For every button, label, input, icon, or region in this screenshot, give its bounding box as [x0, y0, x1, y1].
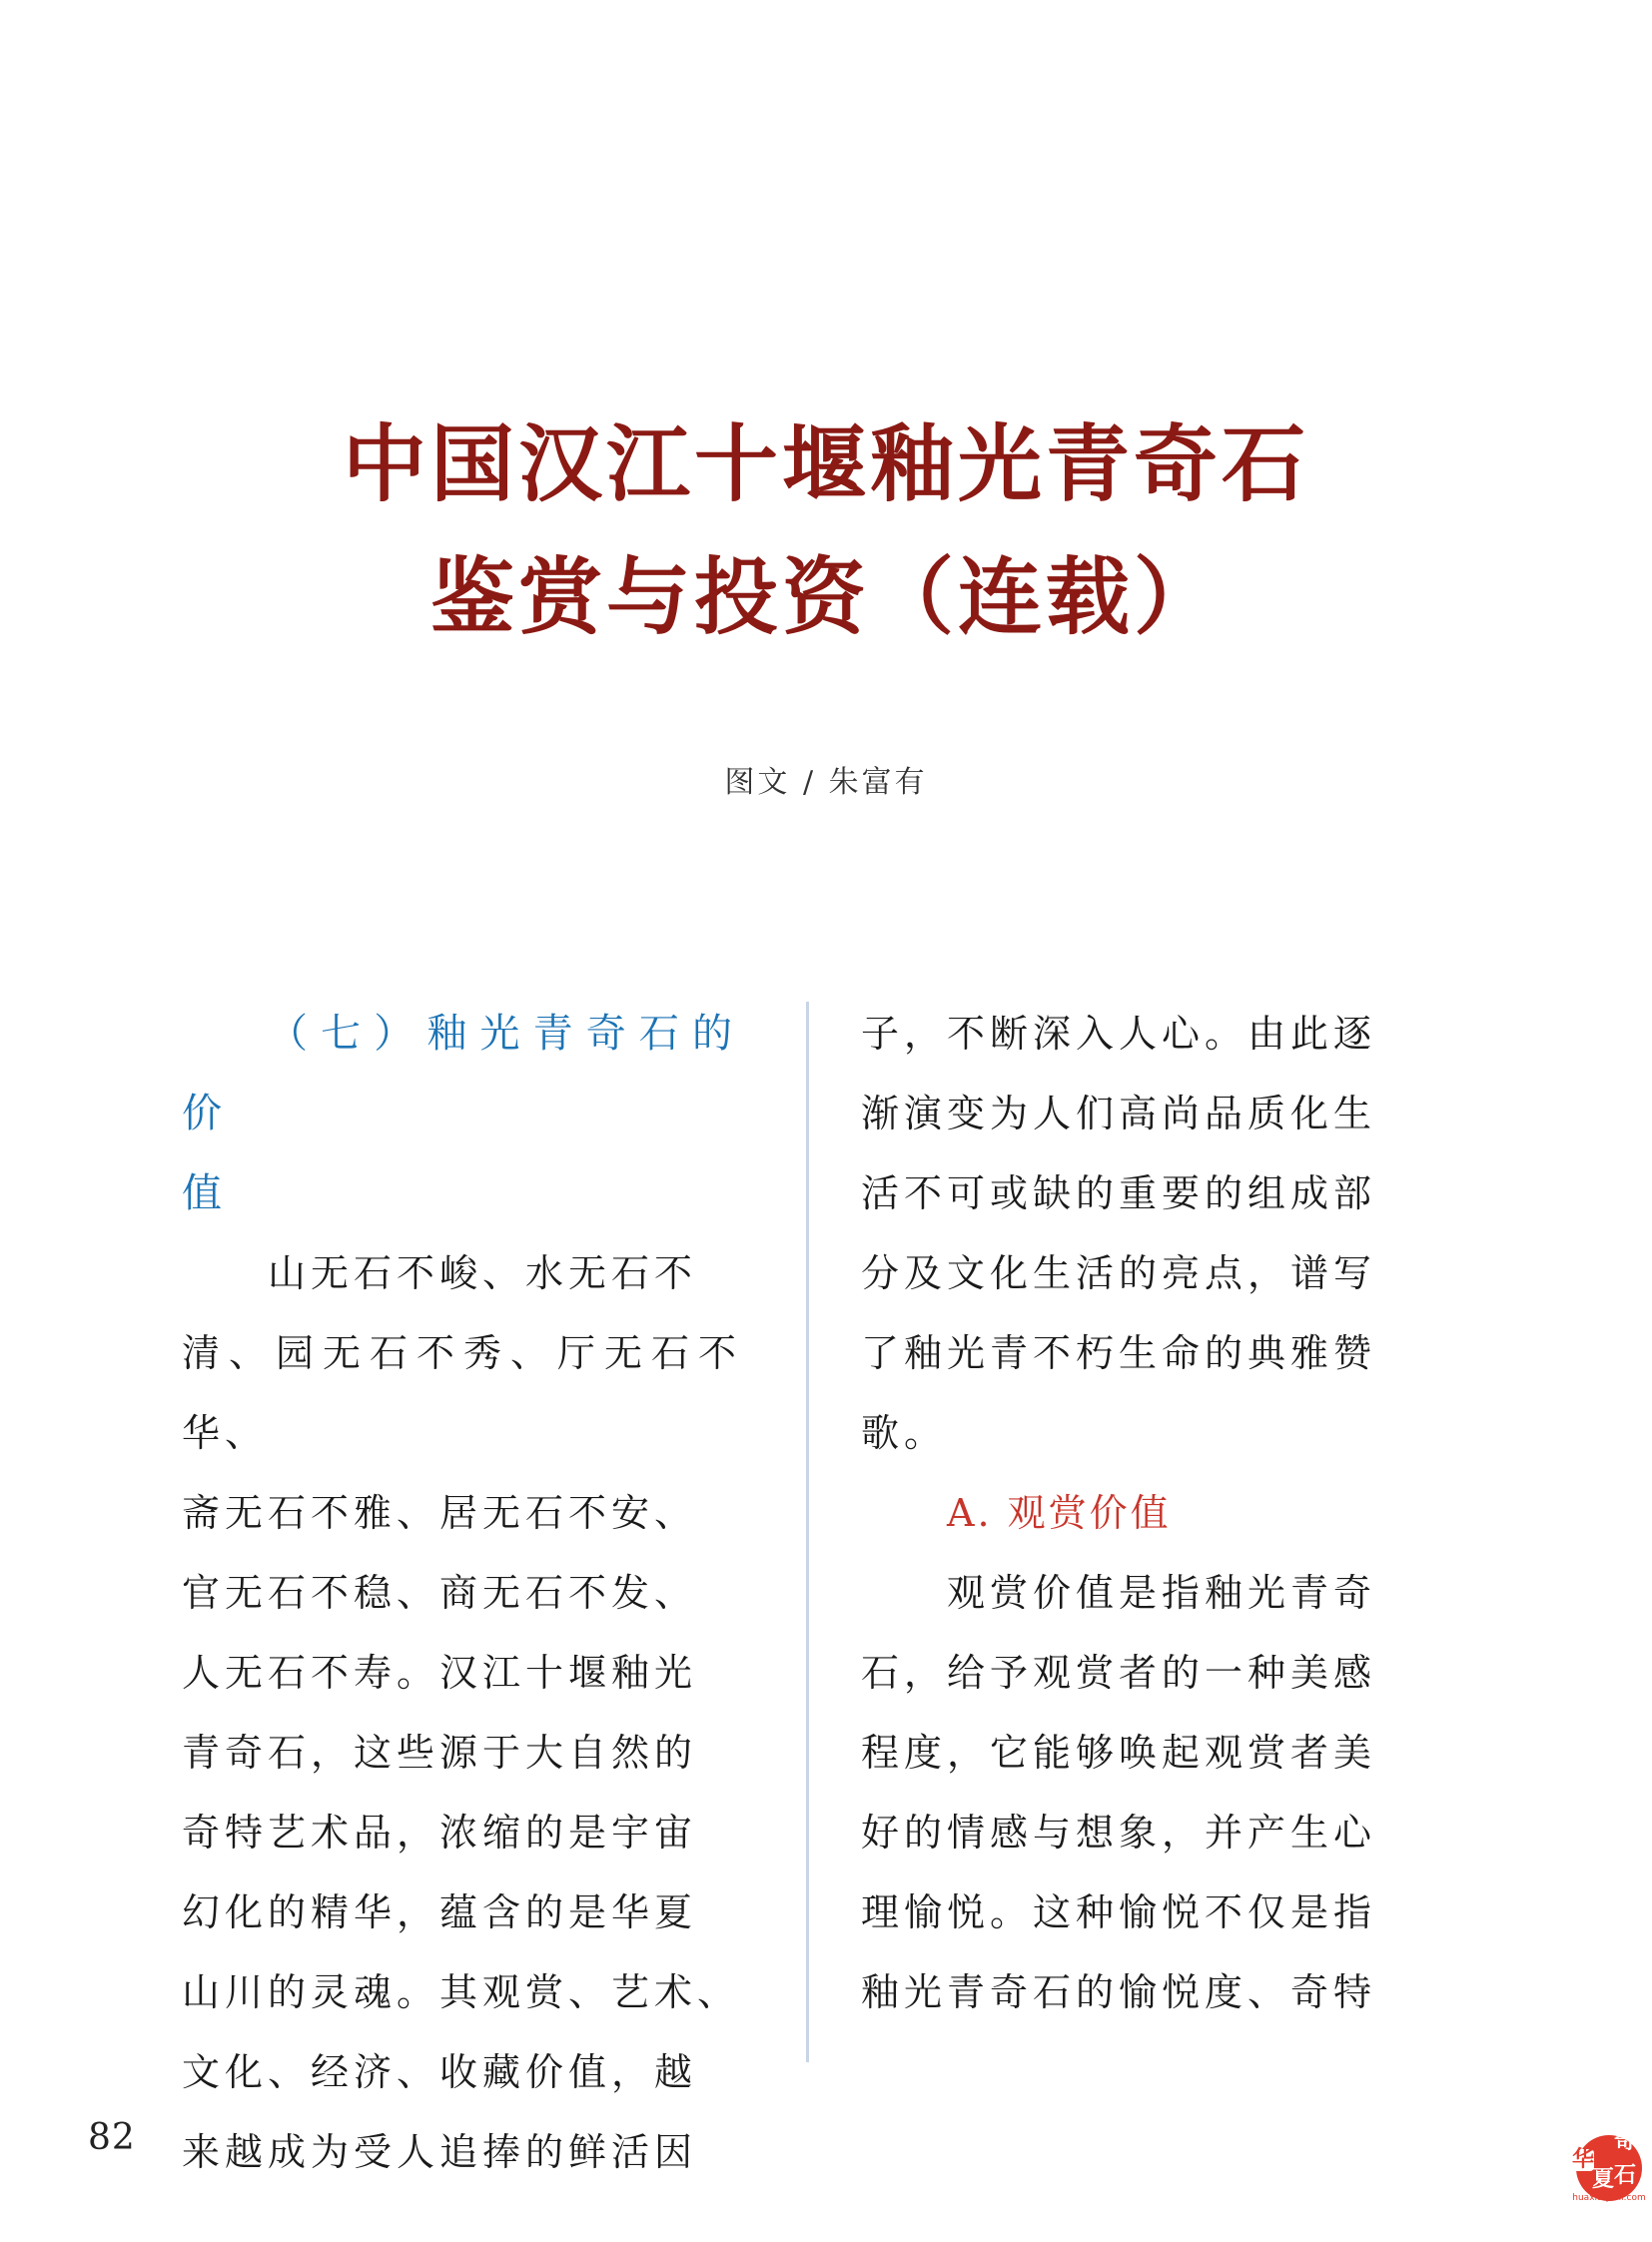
paragraph-line: 奇特艺术品，浓缩的是宇宙 — [182, 1811, 698, 1855]
paragraph-line: 分及文化生活的亮点，谱写 — [861, 1251, 1377, 1295]
subheading-ornamental-value: A. 观赏价值 — [947, 1491, 1172, 1535]
paragraph-line: 程度，它能够唤起观赏者美 — [861, 1731, 1377, 1775]
paragraph-line: 了釉光青不朽生命的典雅赞 — [861, 1331, 1377, 1375]
paragraph-line: 官无石不稳、商无石不发、 — [182, 1571, 698, 1615]
watermark-char: 奇 — [1614, 2129, 1637, 2154]
paragraph-line: 山无石不峻、水无石不 — [268, 1251, 698, 1295]
section-heading-line-1: （七）釉光青奇石的价 — [182, 1011, 741, 1136]
paragraph-line: 人无石不寿。汉江十堰釉光 — [182, 1651, 698, 1695]
byline: 图文 / 朱富有 — [724, 765, 928, 800]
paragraph-line: 理愉悦。这种愉悦不仅是指 — [861, 1890, 1377, 1934]
right-column — [861, 994, 1420, 2032]
paragraph-line: 斋无石不雅、居无石不安、 — [182, 1491, 698, 1535]
paragraph-line: 子，不断深入人心。由此逐 — [861, 1012, 1377, 1056]
paragraph-line: 活不可或缺的重要的组成部 — [861, 1171, 1377, 1215]
paragraph-line: 石，给予观赏者的一种美感 — [861, 1651, 1377, 1695]
paragraph-line: 歌。 — [861, 1411, 948, 1455]
paragraph-line: 清、园无石不秀、厅无石不华、 — [182, 1331, 741, 1455]
watermark-char: 夏 — [1592, 2167, 1615, 2192]
section-heading — [182, 994, 741, 1233]
left-column — [182, 994, 741, 2192]
paragraph-line: 山川的灵魂。其观赏、艺术、 — [182, 1970, 741, 2014]
paragraph-line: 渐演变为人们高尚品质化生 — [861, 1092, 1377, 1135]
paragraph-line: 幻化的精华，蕴含的是华夏 — [182, 1890, 698, 1934]
section-heading-line-2: 值 — [182, 1170, 231, 1216]
paragraph-line: 来越成为受人追捧的鲜活因 — [182, 2130, 698, 2174]
watermark-char: 华 — [1572, 2147, 1595, 2172]
paragraph-line: 文化、经济、收藏价值，越 — [182, 2050, 698, 2094]
watermark-char: 石 — [1614, 2163, 1637, 2188]
site-watermark-logo — [1570, 2129, 1648, 2207]
page-number: 82 — [88, 2117, 136, 2158]
column-divider — [806, 1002, 809, 2062]
paragraph-line: 釉光青奇石的愉悦度、奇特 — [861, 1970, 1377, 2014]
paragraph-line: 青奇石，这些源于大自然的 — [182, 1731, 698, 1775]
article-title-line-2: 鉴赏与投资（连载） — [429, 548, 1222, 646]
paragraph-line: 观赏价值是指釉光青奇 — [947, 1571, 1377, 1615]
watermark-url: huaxiaqishi.com — [1572, 2193, 1646, 2203]
article-title-line-1: 中国汉江十堰釉光青奇石 — [342, 415, 1309, 513]
paragraph-line: 好的情感与想象，并产生心 — [861, 1811, 1377, 1855]
